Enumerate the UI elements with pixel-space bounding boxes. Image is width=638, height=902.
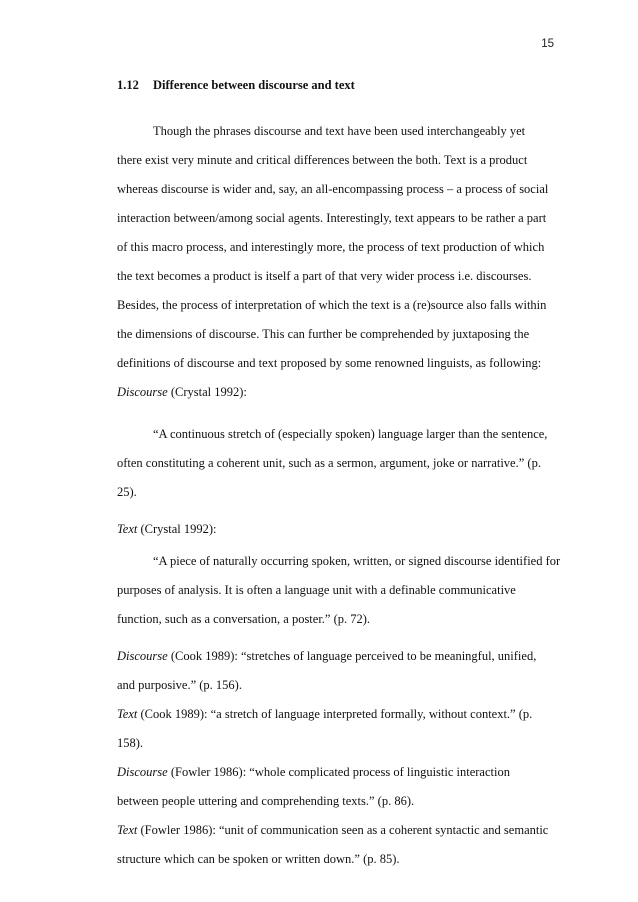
definition-line [117, 700, 563, 729]
definition-line: and purposive.” (p. 156). [117, 678, 242, 692]
document-body [117, 117, 563, 874]
definition-source: (Crystal 1992): [137, 522, 217, 536]
paragraph-line: interaction between/among social agents. Interestingly, text appears to be rather a part [117, 211, 547, 225]
definition-line: between people uttering and comprehending texts.” (p. 86). [117, 794, 415, 808]
paragraph-line: Besides, the process of interpretation of which the text is a (re)source also falls within [117, 298, 547, 312]
paragraph-line: the dimensions of discourse. This can further be comprehended by juxtaposing the [117, 327, 530, 341]
definition-quote: “A continuous stretch of (especially spoken) language larger than the sentence, often constituting a coherent unit, such as a sermon, argument, joke or narrative.” (p. 25). [117, 427, 548, 499]
definition-term: Discourse [117, 385, 168, 399]
definition-term: Text [117, 823, 138, 837]
definition-text: (Fowler 1986): “unit of communication seen as a coherent syntactic and semantic [137, 823, 549, 837]
definition-term: Discourse [117, 649, 168, 663]
paragraph-line: Though the phrases discourse and text have been used interchangeably yet [153, 124, 526, 138]
definition-line [117, 816, 563, 845]
definition-quote: “A piece of naturally occurring spoken, written, or signed discourse identified for purposes of analysis. It is often a language unit with a definable communicative function, such as a conversation, a poster.” (p. 72). [117, 554, 561, 626]
definition-source: (Crystal 1992): [167, 385, 247, 399]
definition-line: 158). [117, 736, 144, 750]
section-title: Difference between discourse and text [153, 78, 355, 92]
page-number: 15 [541, 38, 554, 50]
paragraph-line: whereas discourse is wider and, say, an all-encompassing process – a process of social [117, 182, 549, 196]
section-number: 1.12 [117, 78, 139, 92]
definition-term: Discourse [117, 765, 168, 779]
definition-text: (Cook 1989): “stretches of language perceived to be meaningful, unified, [167, 649, 537, 663]
definition-line [117, 758, 563, 787]
section-heading [117, 78, 355, 93]
definition-term: Text [117, 522, 138, 536]
paragraph-line: definitions of discourse and text proposed by some renowned linguists, as following: [117, 356, 542, 370]
paragraph-line: there exist very minute and critical differences between the both. Text is a product [117, 153, 528, 167]
definition-term: Text [117, 707, 138, 721]
paragraph-line: of this macro process, and interestingly more, the process of text production of which [117, 240, 545, 254]
definition-heading [117, 515, 563, 544]
definition-heading [117, 378, 563, 407]
definition-line [117, 642, 563, 671]
definition-text: (Cook 1989): “a stretch of language interpreted formally, without context.” (p. [137, 707, 533, 721]
paragraph-line: the text becomes a product is itself a part of that very wider process i.e. discourses. [117, 269, 532, 283]
definition-text: (Fowler 1986): “whole complicated process of linguistic interaction [167, 765, 510, 779]
definition-line: structure which can be spoken or written down.” (p. 85). [117, 852, 400, 866]
